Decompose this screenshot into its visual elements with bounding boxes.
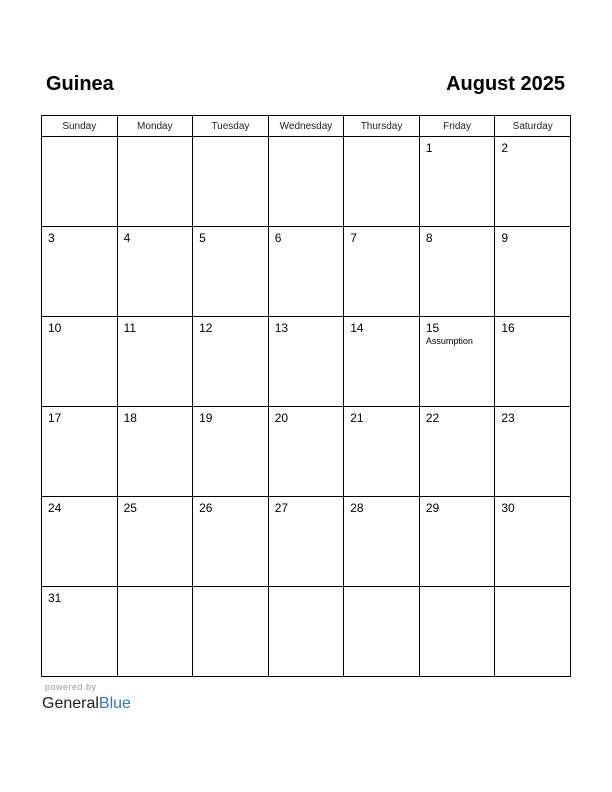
brand-general-text: General: [42, 695, 99, 712]
day-number: 25: [123, 501, 137, 515]
week-row: [42, 587, 571, 677]
day-number: 20: [274, 411, 289, 425]
day-cell: [117, 407, 193, 497]
day-cell: [268, 317, 344, 407]
day-cell: [495, 497, 571, 587]
day-cell: [193, 497, 269, 587]
empty-day-cell: [42, 137, 118, 227]
day-cell: [419, 137, 495, 227]
day-number: 23: [501, 411, 515, 425]
generalblue-logo[interactable]: [42, 694, 131, 714]
day-number: 12: [199, 321, 213, 335]
day-cell: [495, 317, 571, 407]
day-cell: [42, 587, 118, 677]
empty-day-cell: [268, 587, 344, 677]
day-cell: [42, 227, 118, 317]
day-cell: [268, 227, 344, 317]
empty-day-cell: [117, 137, 193, 227]
day-number: 27: [274, 501, 289, 515]
day-number: 15: [425, 321, 440, 335]
day-cell: [419, 227, 495, 317]
day-number: 17: [48, 411, 62, 425]
week-row: [42, 137, 571, 227]
day-number: 24: [48, 501, 62, 515]
day-number: 18: [123, 411, 137, 425]
empty-day-cell: [495, 587, 571, 677]
month-year-title: August 2025: [446, 73, 565, 95]
day-cell: [344, 407, 420, 497]
day-cell: [419, 497, 495, 587]
empty-day-cell: [344, 137, 420, 227]
day-cell: [344, 317, 420, 407]
empty-day-cell: [268, 137, 344, 227]
day-number: 19: [199, 411, 213, 425]
week-row: [42, 497, 571, 587]
day-cell: [268, 407, 344, 497]
week-row: [42, 407, 571, 497]
day-cell: [42, 317, 118, 407]
week-row: [42, 227, 571, 317]
day-number: 14: [350, 321, 364, 335]
day-number: 28: [350, 501, 364, 515]
day-cell: [344, 227, 420, 317]
empty-day-cell: [193, 587, 269, 677]
weekday-header: Thursday: [344, 116, 420, 137]
powered-by-label: powered by: [45, 682, 97, 692]
day-number: 5: [199, 231, 206, 245]
weekday-header-row: [42, 116, 571, 137]
day-number: 30: [501, 501, 515, 515]
day-cell: [117, 317, 193, 407]
day-number: 22: [425, 411, 440, 425]
day-number: 29: [425, 501, 440, 515]
day-number: 4: [123, 231, 131, 245]
day-cell: [268, 497, 344, 587]
day-number: 13: [274, 321, 289, 335]
day-cell: [419, 407, 495, 497]
day-cell: [495, 137, 571, 227]
empty-day-cell: [344, 587, 420, 677]
day-cell: [193, 407, 269, 497]
day-number: 21: [350, 411, 364, 425]
day-cell: [42, 407, 118, 497]
day-cell: [419, 317, 495, 407]
brand-blue-text: Blue: [98, 695, 131, 712]
weekday-header: Saturday: [495, 116, 571, 137]
day-number: 2: [501, 141, 509, 155]
day-number: 11: [123, 321, 137, 335]
day-cell: [495, 407, 571, 497]
day-cell: [495, 227, 571, 317]
day-cell: [344, 497, 420, 587]
empty-day-cell: [419, 587, 495, 677]
day-number: 6: [274, 231, 282, 245]
day-number: 16: [501, 321, 515, 335]
weekday-header: Sunday: [42, 116, 118, 137]
day-number: 9: [501, 231, 509, 245]
week-row: [42, 317, 571, 407]
day-cell: [117, 227, 193, 317]
country-title: Guinea: [46, 73, 114, 95]
day-cell: [42, 497, 118, 587]
weekday-header: Tuesday: [193, 116, 269, 137]
day-number: 8: [425, 231, 433, 245]
day-cell: [193, 227, 269, 317]
calendar-body: [42, 137, 571, 677]
weekday-header: Friday: [419, 116, 495, 137]
day-cell: [117, 497, 193, 587]
empty-day-cell: [193, 137, 269, 227]
day-number: 26: [199, 501, 213, 515]
calendar-grid: [41, 115, 571, 677]
day-number: 7: [350, 231, 357, 245]
day-number: 1: [425, 141, 433, 155]
day-number: 31: [48, 591, 62, 605]
day-number: 10: [48, 321, 62, 335]
weekday-header: Monday: [117, 116, 193, 137]
day-cell: [193, 317, 269, 407]
empty-day-cell: [117, 587, 193, 677]
holiday-label: Assumption: [425, 336, 473, 346]
day-number: 3: [48, 231, 55, 245]
weekday-header: Wednesday: [268, 116, 344, 137]
